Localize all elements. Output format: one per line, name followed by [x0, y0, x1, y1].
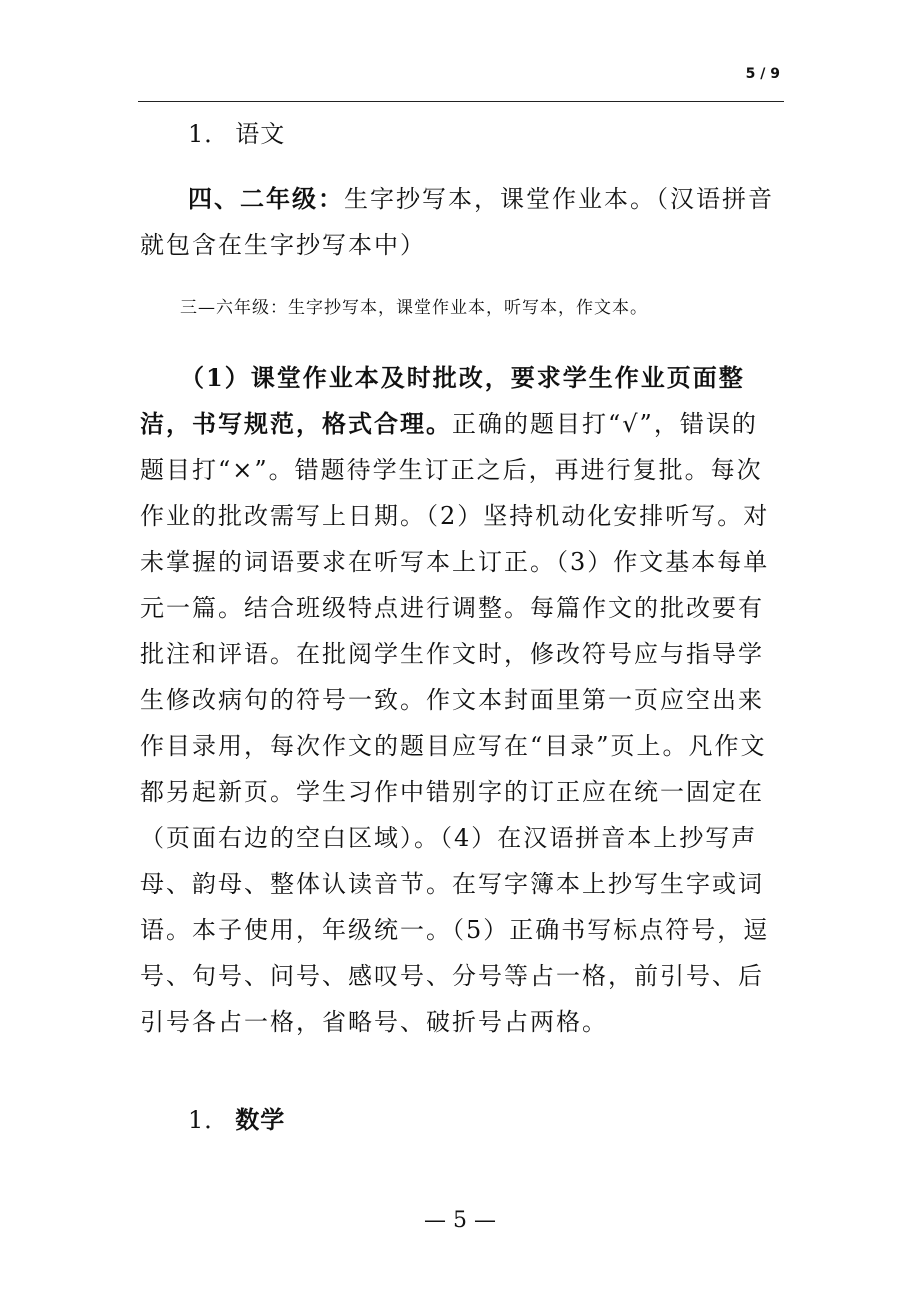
section-heading-chinese: [188, 114, 285, 149]
grade-1-2-label: 四、二年级：: [188, 184, 344, 213]
section-title: 语文: [235, 120, 286, 148]
requirements-lead: （1）课堂作业本及时批改，要求学生作业页面整洁，书写规范，格式合理。: [140, 363, 745, 438]
section-number: 1．: [188, 120, 230, 148]
section-heading-math: [188, 1100, 285, 1135]
section-number: 1．: [188, 1106, 230, 1134]
grade-1-2-text: 生字抄写本，课堂作业本。（汉语拼音就包含在生字抄写本中）: [140, 185, 774, 259]
section-title: 数学: [235, 1105, 286, 1134]
header-divider: [138, 101, 784, 102]
page-counter: 5 / 9: [745, 66, 780, 82]
grade-3-6-paragraph: 三—六年级：生字抄写本，课堂作业本，听写本，作文本。: [180, 298, 648, 318]
footer-page-number: — 5 —: [424, 1208, 496, 1233]
grade-1-2-paragraph: [140, 176, 780, 268]
requirements-body: 正确的题目打“√”，错误的题目打“×”。错题待学生订正之后，再进行复批。每次作业的批改需写上日期。（2）坚持机动化安排听写。对未掌握的词语要求在听写本上订正。（3）作文基本每单元一篇。结合班级特点进行调整。每篇作文的批改要有批注和评语。在批阅学生作文时，修改符号应与指导学生修改病句的符号一致。作文本封面里第一页应空出来作目录用，每次作文的题目应写在“目录”页上。凡作文都另起新页。学生习作中错别字的订正应在统一固定在（页面右边的空白区域）。（4）在汉语拼音本上抄写声母、韵母、整体认读音节。在写字簿本上抄写生字或词语。本子使用，年级统一。（5）正确书写标点符号，逗号、句号、问号、感叹号、分号等占一格，前引号、后引号各占一格，省略号、破折号占两格。: [140, 410, 770, 1036]
requirements-paragraph: [140, 355, 780, 1045]
